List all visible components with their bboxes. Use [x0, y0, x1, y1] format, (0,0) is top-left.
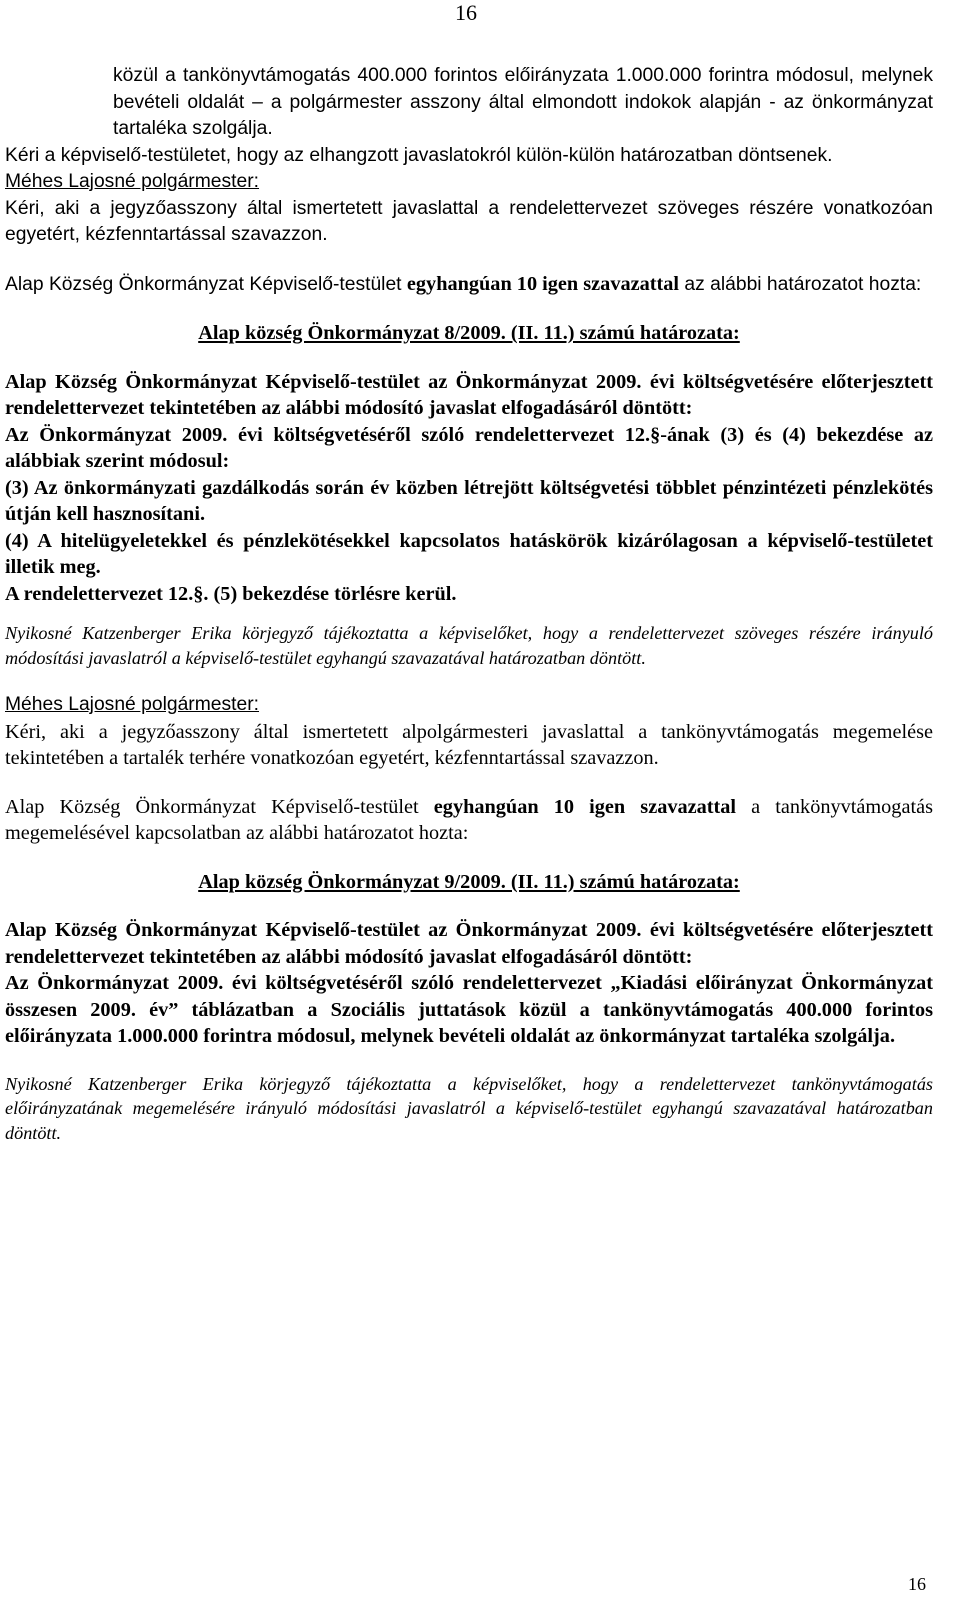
speaker-name-2: Méhes Lajosné polgármester:: [5, 694, 260, 715]
resolution-1-paragraph-5: A rendelettervezet 12.§. (5) bekezdése törlésre kerül.: [5, 582, 457, 605]
vote-1-result: egyhangúan 10 igen szavazattal: [406, 272, 680, 295]
resolution-1-paragraph-2: Az Önkormányzat 2009. évi költségvetéséről szóló rendelettervezet 12.§-ának (3) és (4) bekezdése az alábbiak szerint módosul:: [5, 423, 933, 472]
speaker-1-text: Kéri, aki a jegyzőasszony által ismertetett javaslattal a rendelettervezet szöveges részére vonatkozóan egyetért, kézfenntartással szavazzon.: [5, 197, 933, 245]
resolution-2-paragraph-2: Az Önkormányzat 2009. évi költségvetéséről szóló rendelettervezet „Kiadási előirányzat Önkormányzat összesen 2009. év” táblázatban a Szociális juttatások közül a tankönyvtámogatás 400.000 forintos előirányzata 1.000.000 forintra módosul, melynek bevételi oldalát az önkormányzat tartaléka szolgálja.: [5, 972, 933, 1047]
vote-1-suffix: az alábbi határozatot hozta:: [679, 273, 922, 295]
resolution-2-title: Alap község Önkormányzat 9/2009. (II. 11.) számú határozata:: [198, 870, 740, 893]
page-number-top: 16: [455, 0, 477, 25]
clerk-note-1: Nyikosné Katzenberger Erika körjegyző tájékoztatta a képviselőket, hogy a rendelettervezet szöveges részére irányuló módosítási javaslatról a képviselő-testület egyhangú szavazatával határozatban döntött.: [5, 623, 933, 668]
page-number-bottom: 16: [908, 1574, 926, 1594]
document-body: [5, 63, 933, 1145]
resolution-1-title-row: [5, 320, 933, 347]
intro-request: Kéri a képviselő-testületet, hogy az elhangzott javaslatokról külön-külön határozatban döntsenek.: [5, 144, 833, 166]
resolution-2-title-row: [5, 869, 933, 896]
vote-1-prefix: Alap Község Önkormányzat Képviselő-testület: [5, 273, 407, 295]
intro-continuation: [113, 63, 933, 143]
speaker-name-1: Méhes Lajosné polgármester:: [5, 171, 260, 192]
vote-2-suffix: a tankönyvtámogatás megemelésével kapcsolatban az alábbi határozatot hozta:: [5, 795, 933, 844]
vote-2-prefix: Alap Község Önkormányzat Képviselő-testület: [5, 795, 434, 818]
vote-1: [5, 271, 933, 299]
clerk-note-2: Nyikosné Katzenberger Erika körjegyző tájékoztatta a képviselőket, hogy a rendelettervezet tankönyvtámogatás előirányzatának megemelésére irányuló módosítási javaslatról a képviselő-testület egyhangú szavazatával határozatban döntött.: [5, 1073, 933, 1143]
speaker-heading-2: [5, 692, 933, 719]
resolution-1-paragraph-4: (4) A hitelügyeletekkel és pénzlekötésekkel kapcsolatos hatáskörök kizárólagosan a képviselő-testületet illetik meg.: [5, 529, 933, 578]
resolution-1-paragraph-3: (3) Az önkormányzati gazdálkodás során év közben létrejött költségvetési többlet pénzintézeti pénzlekötés útján kell hasznosítani.: [5, 476, 933, 525]
vote-2: [5, 794, 933, 847]
resolution-2-paragraph-1: Alap Község Önkormányzat Képviselő-testület az Önkormányzat 2009. évi költségvetésére előterjesztett rendelettervezet tekintetében az alábbi módosító javaslat elfogadásáról döntött:: [5, 919, 933, 968]
speaker-2-text: Kéri, aki a jegyzőasszony által ismertetett alpolgármesteri javaslattal a tankönyvtámogatás megemelése tekintetében a tartalék terhére vonatkozóan egyetért, kézfenntartással szavazzon.: [5, 720, 933, 769]
speaker-heading-1: [5, 169, 933, 196]
vote-2-result: egyhangúan 10 igen szavazattal: [433, 795, 737, 818]
resolution-1-title: Alap község Önkormányzat 8/2009. (II. 11.) számú határozata:: [198, 322, 740, 344]
resolution-1-paragraph-1: Alap Község Önkormányzat Képviselő-testület az Önkormányzat 2009. évi költségvetésére előterjesztett rendelettervezet tekintetében az alábbi módosító javaslat elfogadásáról döntött:: [5, 370, 933, 419]
intro-paragraph: közül a tankönyvtámogatás 400.000 forintos előirányzata 1.000.000 forintra módosul, melynek bevételi oldalát – a polgármester asszony által elmondott indokok alapján - az önkormányzat tartaléka szolgálja.: [113, 65, 933, 139]
